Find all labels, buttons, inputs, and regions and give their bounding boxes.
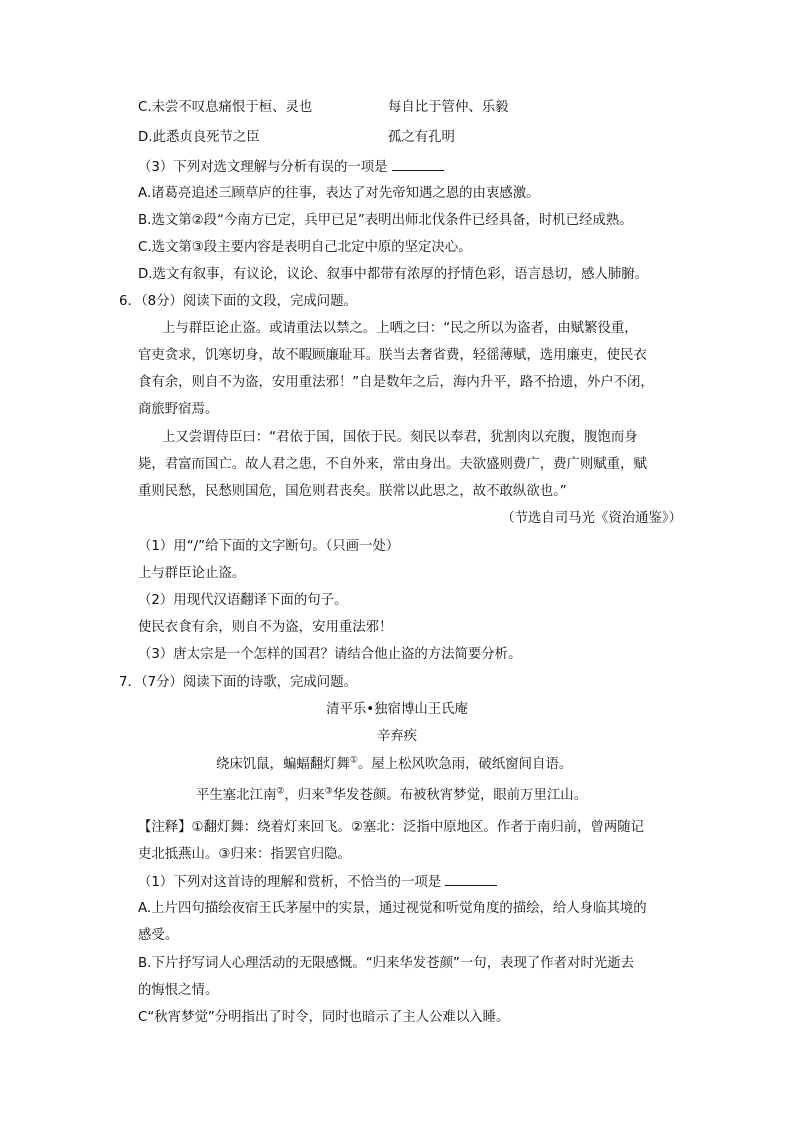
q7-sub1-prompt [138,872,497,893]
poem-line-1-part: 。屋上松风吹急雨，破纸窗间自语。 [357,757,573,772]
q6-sub2: （2）用现代汉语翻译下面的句子。 [138,593,348,608]
poem-notes-line: 【注释】①翻灯舞：绕着灯来回飞。②塞北：泛指中原地区。作者于南归前，曾两随记 [138,820,645,835]
q5-sub3-prompt-text: （3）下列对选文理解与分析有误的一项是 [138,160,388,175]
poem-line-1 [216,755,572,775]
poem-line-2 [196,786,587,806]
q5-sub3-prompt [138,157,444,178]
q5-option-c-right: 每自比于管仲、乐毅 [388,100,509,115]
q7-option-b-line: 的悔恨之情。 [138,983,219,998]
poem-notes-line: 吏北抵燕山。③归来：指罢官归隐。 [138,847,351,862]
q5-option-d-left: D.此悉贞良死节之臣 [138,130,260,145]
q6-header: 6．（8分）阅读下面的文段，完成问题。 [119,294,357,309]
answer-blank [445,872,497,886]
q6-passage-p1-line: 官吏贪求，饥寒切身，故不暇顾廉耻耳。朕当去奢省费，轻徭薄赋，选用廉吏，使民衣 [138,348,647,363]
q7-sub1-prompt-text: （1）下列对这首诗的理解和赏析，不恰当的一项是 [138,875,442,890]
q7-option-a-line: 感受。 [138,928,179,943]
q7-option-b-line: B.下片抒写词人心理活动的无限感慨。“归来华发苍颜”一句，表现了作者对时光逝去 [138,956,634,971]
q5-option-d-right: 孤之有孔明 [388,130,455,145]
poem-line-2-part: 华发苍颜。布被秋宵梦觉，眼前万里江山。 [332,788,588,803]
poem-line-1-part: 绕床饥鼠，蝙蝠翻灯舞 [216,757,350,772]
q7-option-a-line: A.上片四句描绘夜宿王氏茅屋中的实景，通过视觉和听觉角度的描绘，给人身临其境的 [138,901,647,916]
q6-sub1-text: 上与群臣论止盗。 [138,566,246,581]
poem-author: 辛弃疾 [376,729,418,744]
q6-source: （节选自司马光《资治通鉴》） [501,511,682,526]
q5-sub3-option-b: B.选文第②段“今南方已定，兵甲已足”表明出师北伐条件已经具备，时机已经成熟。 [138,213,633,228]
poem-line-2-part: 平生塞北江南 [196,788,277,803]
q6-passage-p2-line: 重则民愁，民愁则国危，国危则君丧矣。朕常以此思之，故不敢纵欲也。” [138,484,567,499]
q7-option-c-line: C“秋宵梦觉”分明指出了时令，同时也暗示了主人公难以入睡。 [138,1010,510,1025]
poem-line-2-part: ，归来 [284,788,325,803]
q6-sub1: （1）用“/”给下面的文字断句。（只画一处） [138,539,400,554]
q6-sub3: （3）唐太宗是一个怎样的国君？请结合他止盗的方法简要分析。 [138,647,522,662]
q6-passage-p2-line: 毙，君富而国亡。故人君之患，不自外来，常由身出。夫欲盛则费广，费广则赋重，赋 [138,457,647,472]
q5-sub3-option-d: D.选文有叙事，有议论，议论、叙事中都带有浓厚的抒情色彩，语言恳切，感人肺腑。 [138,267,649,282]
q6-passage-p1-line: 食有余，则自不为盗，安用重法邪！”自是数年之后，海内升平，路不拾遗，外户不闭， [138,375,654,390]
q7-header: 7．（7分）阅读下面的诗歌，完成问题。 [119,675,357,690]
q5-option-c-left: C.未尝不叹息痛恨于桓、灵也 [138,100,313,115]
q6-passage-p1-line: 商旅野宿焉。 [138,402,219,417]
q6-passage-p2-line: 上又尝谓侍臣曰：“君依于国，国依于民。刻民以奉君，犹割肉以充腹，腹饱而身 [162,430,638,445]
footnote-mark: ③ [324,786,333,797]
q5-sub3-option-c: C.选文第③段主要内容是表明自己北定中原的坚定决心。 [138,240,472,255]
q6-sub2-text: 使民衣食有余，则自不为盗，安用重法邪！ [138,620,393,635]
q5-sub3-option-a: A.诸葛亮追述三顾草庐的往事，表达了对先帝知遇之恩的由衷感激。 [138,186,540,201]
footnote-mark: ① [349,755,358,766]
poem-title: 清平乐•独宿博山王氏庵 [326,702,468,717]
footnote-mark: ② [276,786,285,797]
q6-passage-p1-line: 上与群臣论止盗。或请重法以禁之。上哂之曰：“民之所以为盗者，由赋繁役重， [162,321,638,336]
answer-blank [392,157,444,171]
